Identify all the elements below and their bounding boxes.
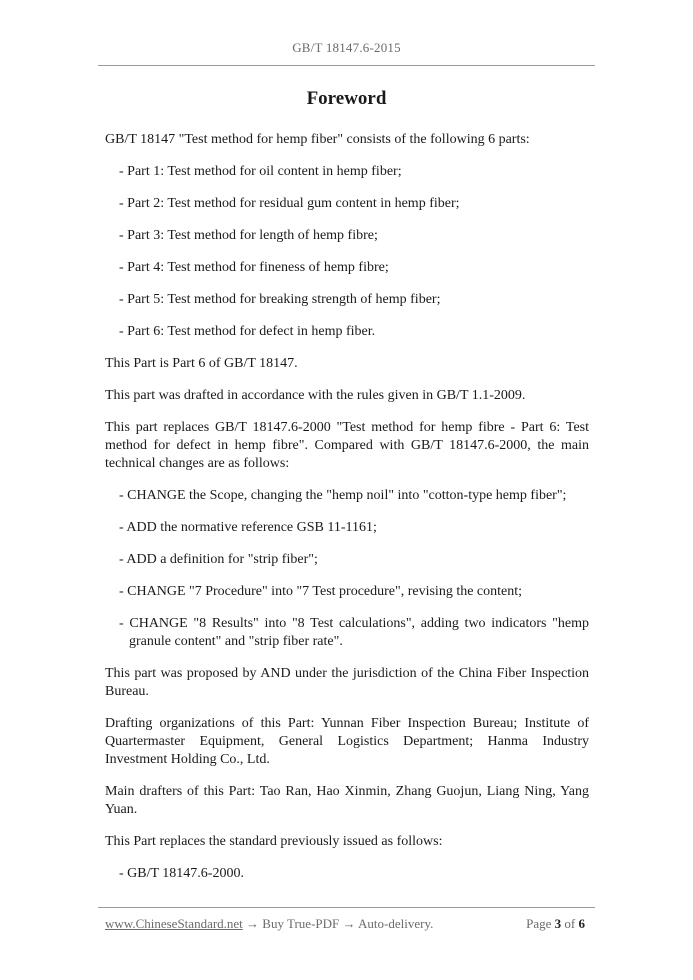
change-list-item: - ADD a definition for "strip fiber"; <box>119 552 318 567</box>
change-list-item: - CHANGE the Scope, changing the "hemp noil" into "cotton-type hemp fiber"; <box>119 488 567 503</box>
part-list-item: - Part 2: Test method for residual gum content in hemp fiber; <box>119 196 460 211</box>
of-label: of <box>564 916 576 931</box>
change-list-item: - CHANGE "7 Procedure" into "7 Test procedure", revising the content; <box>119 584 523 599</box>
part-list-item: - Part 6: Test method for defect in hemp fiber. <box>119 324 376 339</box>
page-header: GB/T 18147.6-2015 <box>292 40 401 55</box>
part-list-item: - Part 3: Test method for length of hemp fibre; <box>119 228 378 243</box>
page-title: Foreword <box>306 88 387 109</box>
foreword-body <box>105 131 589 897</box>
part-number-paragraph: This Part is Part 6 of GB/T 18147. <box>105 356 298 371</box>
auto-delivery-text: Auto-delivery. <box>358 916 434 931</box>
drafting-organizations-paragraph: Drafting organizations of this Part: Yunnan Fiber Inspection Bureau; Institute of Quartermaster Equipment, General Logistics Department; Hanma Industry Investment Holding Co., Ltd. <box>105 716 589 767</box>
proposed-paragraph: This part was proposed by AND under the jurisdiction of the China Fiber Inspection Bureau. <box>105 666 589 699</box>
buy-true-pdf-text: Buy True-PDF <box>262 916 340 931</box>
change-list-item: - CHANGE "8 Results" into "8 Test calculations", adding two indicators "hemp granule content" and "strip fiber rate". <box>119 616 589 649</box>
part-list-item: - Part 1: Test method for oil content in hemp fiber; <box>119 164 402 179</box>
footer-links <box>105 916 433 932</box>
drafting-rules-paragraph: This part was drafted in accordance with the rules given in GB/T 1.1-2009. <box>105 388 526 403</box>
header-divider <box>98 65 595 66</box>
page-label: Page <box>526 916 552 931</box>
replaces-paragraph: This part replaces GB/T 18147.6-2000 "Test method for hemp fibre - Part 6: Test method for defect in hemp fibre". Compared with GB/T 18147.6-2000, the main technical changes are as follows: <box>105 420 589 471</box>
website-link[interactable]: www.ChineseStandard.net <box>105 916 243 931</box>
footer-divider <box>98 907 595 908</box>
current-page-number: 3 <box>554 916 562 931</box>
main-drafters-paragraph: Main drafters of this Part: Tao Ran, Hao Xinmin, Zhang Guojun, Liang Ning, Yang Yuan. <box>105 784 589 817</box>
arrow-right-icon: → <box>342 916 356 931</box>
intro-paragraph: GB/T 18147 "Test method for hemp fiber" consists of the following 6 parts: <box>105 132 530 147</box>
previous-edition-item: - GB/T 18147.6-2000. <box>119 866 244 881</box>
page-number <box>526 916 585 932</box>
arrow-right-icon: → <box>246 916 260 931</box>
part-list-item: - Part 4: Test method for fineness of hemp fibre; <box>119 260 389 275</box>
change-list-item: - ADD the normative reference GSB 11-1161; <box>119 520 377 535</box>
previous-editions-paragraph: This Part replaces the standard previously issued as follows: <box>105 834 443 849</box>
total-page-count: 6 <box>578 916 585 931</box>
part-list-item: - Part 5: Test method for breaking strength of hemp fiber; <box>119 292 441 307</box>
